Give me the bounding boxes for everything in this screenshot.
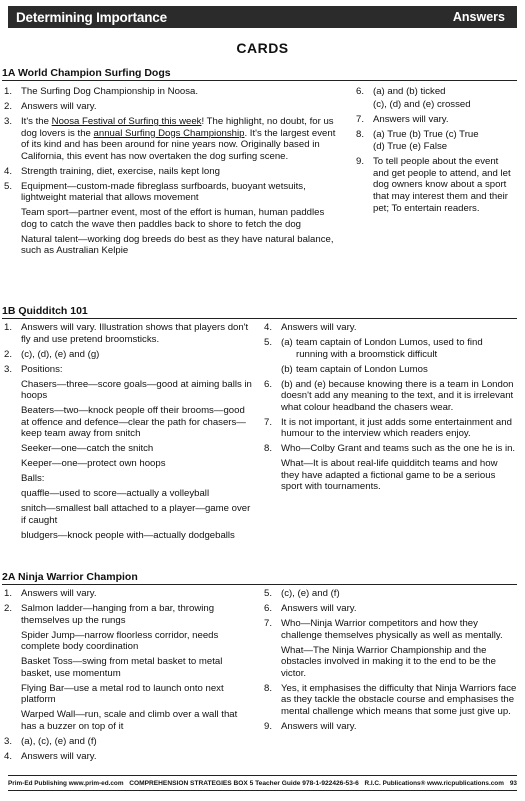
header-tab: Answers	[452, 10, 505, 24]
answer-detail: Basket Toss—swing from metal basket to metal basket, use momentum	[21, 656, 223, 679]
footer-book-title: COMPREHENSION STRATEGIES BOX 5 Teacher Guide 978-1-922426-53-6	[129, 779, 359, 787]
answer-detail: Spider Jump—narrow floorless corridor, needs complete body coordination	[21, 629, 219, 653]
answer-detail: Beaters—two—knock people off their brooms—good at offence and defence—clear the path for chasers—keep team away from snitch	[21, 405, 246, 440]
answer-detail: Flying Bar—use a metal rod to launch onto next platform	[21, 682, 224, 706]
answer-detail: bludgers—knock people with—actually dodgeballs	[21, 529, 235, 541]
answer-item: 9. Answers will vary.	[264, 720, 357, 732]
section-title-2a: 2A Ninja Warrior Champion	[2, 571, 517, 585]
answer-detail: Natural talent—working dog breeds do best as they have natural balance, such as Australian Kelpie	[21, 233, 334, 257]
answer-detail: Seeker—one—catch the snitch	[21, 443, 154, 455]
answer-item: 5. (c), (e) and (f)	[264, 588, 340, 599]
underlined-text: annual Surfing Dogs Championship	[93, 127, 245, 139]
answer-detail: Keeper—one—protect own hoops	[21, 458, 166, 470]
section-2a-right-column	[264, 588, 517, 736]
answer-item: 2. Answers will vary.	[4, 100, 97, 112]
answer-item: 6. Answers will vary.	[264, 602, 357, 614]
section-1a-left-column	[4, 86, 342, 260]
answer-item: 8. Who—Colby Grant and teams such as the one he is in.	[264, 443, 516, 455]
answer-detail: Warped Wall—run, scale and climb over a wall that has a buzzer on top of it	[21, 709, 238, 732]
section-1b-right-column	[264, 322, 517, 496]
answer-item: 8. (a) True (b) True (c) True (d) True (e) False	[356, 128, 479, 153]
answer-detail: snitch—smallest ball attached to a player—game over if caught	[21, 503, 251, 526]
page-title: CARDS	[236, 40, 289, 56]
section-title-1a: 1A World Champion Surfing Dogs	[2, 67, 517, 81]
page-footer	[8, 775, 517, 791]
section-2a-left-column	[4, 588, 254, 766]
answer-item: 6. (b) and (e) because knowing there is a team in London doesn't add any meaning to the text, and it is irrelevant what colour headband the chasers wear.	[264, 378, 514, 413]
answer-item: 4. Answers will vary.	[264, 322, 357, 333]
underlined-text: Noosa Festival of Surfing this week	[51, 115, 202, 127]
answer-item: 6. (a) and (b) ticked (c), (d) and (e) crossed	[356, 86, 471, 110]
answer-item: 2. Salmon ladder—hanging from a bar, throwing themselves up the rungs	[4, 602, 215, 626]
answer-item: 4. Answers will vary.	[4, 750, 97, 762]
section-1a-right-column	[356, 86, 516, 218]
answer-item: 3. Positions:	[4, 363, 63, 375]
section-1b-left-column	[4, 322, 254, 545]
footer-publisher-left: Prim-Ed Publishing www.prim-ed.com	[8, 779, 124, 787]
page-number: 93	[509, 779, 517, 787]
footer-right	[364, 780, 517, 787]
answer-item: 7. It is not important, it just adds some entertainment and humour to the interview which readers enjoy.	[264, 416, 512, 440]
answer-item: 8. Yes, it emphasises the difficulty that Ninja Warriors face as they tackle the obstacle course and emphasises the mental challenge which means that some just give up.	[264, 682, 517, 717]
answer-item: 9. To tell people about the event and get people to attend, and let dog owners know about a sport that may interest them and their pet; To entertain readers.	[356, 156, 511, 214]
footer-publisher-right: R.I.C. Publications® www.ricpublications.com	[364, 779, 504, 787]
answer-detail: Chasers—three—score goals—good at aiming balls in hoops	[21, 378, 252, 402]
answer-item: 3. (a), (c), (e) and (f)	[4, 735, 97, 747]
answer-item: 7. Who—Ninja Warrior competitors and how they challenge themselves physically as well as mentally.	[264, 617, 503, 641]
answer-item: 1. Answers will vary.	[4, 588, 97, 599]
answer-item: 5. Equipment—custom-made fibreglass surfboards, buoyant wetsuits, lightweight material that allows movement	[4, 180, 306, 204]
answer-detail: quaffle—used to score—actually a volleyball	[21, 488, 210, 500]
section-title-1b: 1B Quidditch 101	[2, 305, 517, 319]
answer-item: 7. Answers will vary.	[356, 113, 449, 125]
answer-detail: Team sport—partner event, most of the effort is human, human paddles dog to catch the wave then paddles back to shore to fetch the dog	[21, 207, 325, 230]
answer-item: 1. The Surfing Dog Championship in Noosa.	[4, 86, 199, 97]
answer-item: 5. (a) team captain of London Lumos, used to find running with a broomstick difficult (b) team captain of London Lumos	[264, 336, 483, 375]
page-header	[8, 6, 517, 28]
answer-detail: What—The Ninja Warrior Championship and the obstacles involved in making it to the end to be the victor.	[281, 644, 496, 679]
answer-item: 4. Strength training, diet, exercise, nails kept long	[4, 165, 220, 177]
answer-detail: What—It is about real-life quidditch teams and how they have adapted a fictional game to be a serious sport with tournaments.	[281, 458, 498, 493]
header-title: Determining Importance	[16, 9, 167, 25]
answer-detail: Balls:	[21, 473, 45, 485]
answer-item: 3. It's the Noosa Festival of Surfing this week! The highlight, no doubt, for us dog lovers is the annual Surfing Dogs Championship. It's the largest event of its kind and has been around for nine years now. Originally based in California, this event has now overtaken the dog surfing scene.	[4, 115, 336, 162]
answer-item: 2. (c), (d), (e) and (g)	[4, 348, 100, 360]
answer-item: 1. Answers will vary. Illustration shows that players don't fly and use pretend broomsticks.	[4, 322, 249, 345]
